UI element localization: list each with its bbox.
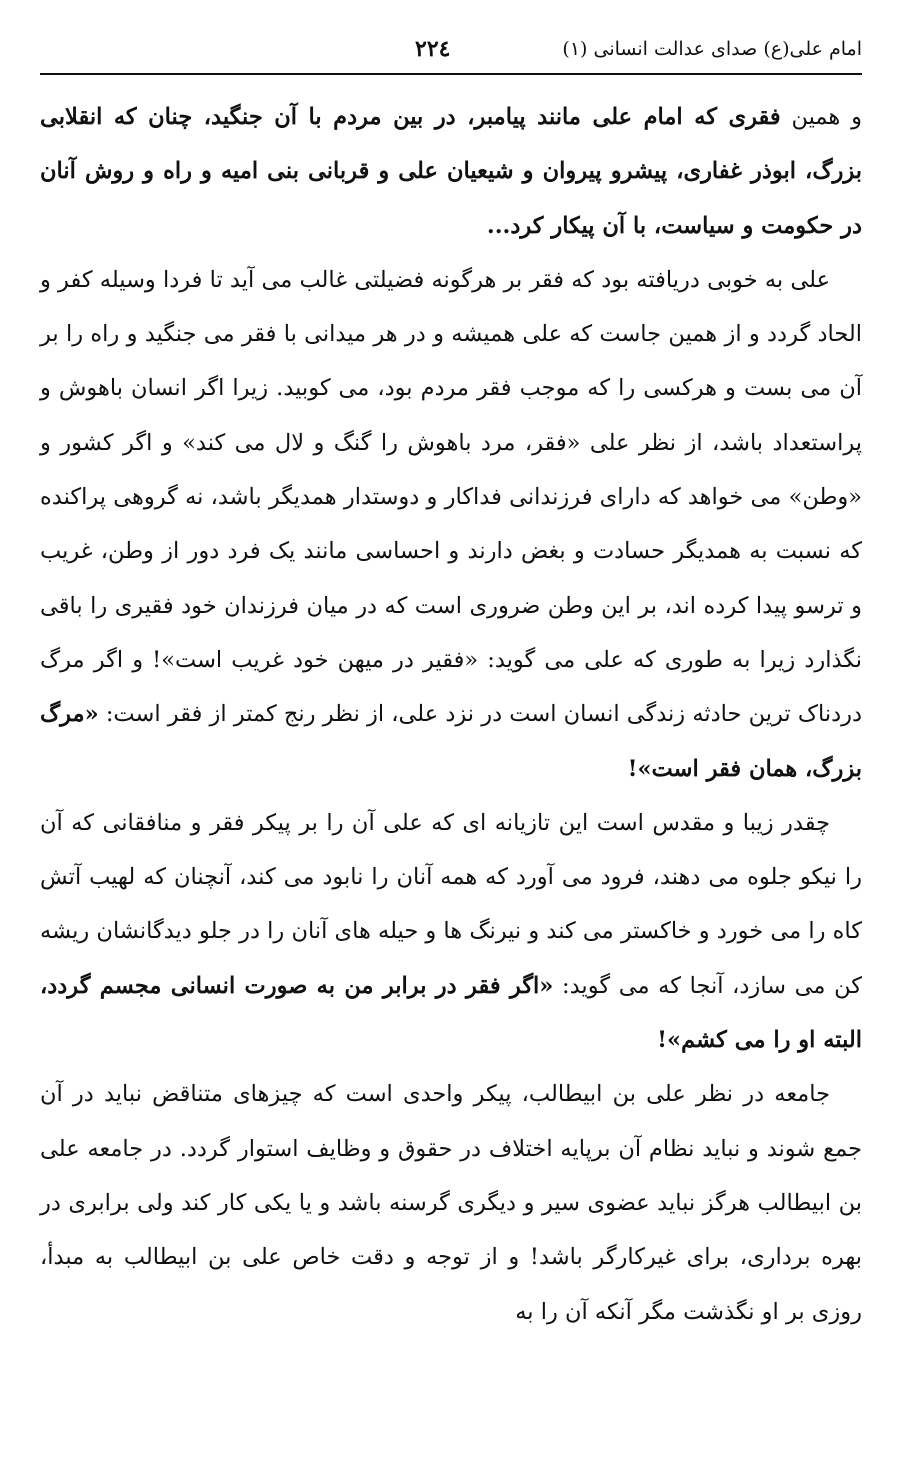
paragraph-2	[40, 253, 862, 796]
paragraph-3-text: چقدر زیبا و مقدس است این تازیانه ای که علی آن را بر پیکر فقر و منافقانی که آن را نیکو جلوه می دهند، فرود می آورد که همه آنان را نابود می کند، آنچنان که لهیب آتش کاه را می خورد و خاکستر می کند و نیرنگ ها و حیله های آنان را در جلو دیدگانشان ریشه کن می سازد، آنجا که می گوید:	[40, 809, 862, 999]
paragraph-2-quote-bold: «مرگ بزرگ، همان فقر است»!	[40, 701, 862, 782]
body-text	[40, 90, 862, 1339]
page-header	[40, 28, 862, 74]
paragraph-1	[40, 90, 862, 253]
running-title: امام علی(ع) صدای عدالت انسانی (۱)	[562, 38, 862, 60]
paragraph-2-text: علی به خوبی دریافته بود که فقر بر هرگونه فضیلتی غالب می آید تا فردا وسیله کفر و الحاد گردد و از همین جاست که علی همیشه و در هر میدانی با فقر می جنگید و راه را بر آن می بست و هرکسی را که موجب فقر مردم بود، می کوبید. زیرا اگر انسان باهوش و پراستعداد باشد، از نظر علی «فقر، مرد باهوش را گنگ و لال می کند» و اگر کشور و «وطن» می خواهد که دارای فرزندانی فداکار و دوستدار همدیگر باشد، نه گروهی پراکنده که نسبت به همدیگر حسادت و بغض دارند و احساسی مانند یک فرد دور از وطن، غریب و ترسو پیدا کرده اند، بر این وطن ضروری است که در میان فرزندان خود فقیری را باقی نگذارد زیرا به طوری که علی می گوید: «فقیر در میهن خود غریب است»! و اگر مرگ دردناک ترین حادثه زندگی انسان است در نزد علی، از نظر رنج کمتر از فقر است:	[40, 266, 862, 728]
paragraph-1-bold: فقری که امام علی مانند پیامبر، در بین مردم با آن جنگید، چنان که انقلابی بزرگ، ابوذر غفاری، پیشرو پیروان و شیعیان علی و قربانی بنی امیه و راه و روش آنان در حکومت و سیاست، با آن پیکار کرد...	[40, 104, 862, 239]
paragraph-4-text: جامعه در نظر علی بن ابیطالب، پیکر واحدی است که چیزهای متناقض نباید در آن جمع شوند و نباید نظام آن برپایه اختلاف در حقوق و وظایف استوار گردد. در جامعه علی بن ابیطالب هرگز نباید عضوی سیر و دیگری گرسنه باشد و یا یکی کار کند ولی برابری در بهره برداری، برای غیرکارگر باشد! و از توجه و دقت خاص علی بن ابیطالب به مبدأ، روزی بر او نگذشت مگر آنکه آن را به	[40, 1081, 862, 1325]
paragraph-4	[40, 1067, 862, 1338]
page-number: ۲۲٤	[415, 36, 451, 62]
paragraph-3	[40, 796, 862, 1067]
paragraph-3-quote-bold: «اگر فقر در برابر من به صورت انسانی مجسم گردد، البته او را می کشم»!	[40, 972, 862, 1054]
header-rule	[40, 73, 862, 75]
paragraph-1-lead: و همین	[780, 104, 863, 130]
